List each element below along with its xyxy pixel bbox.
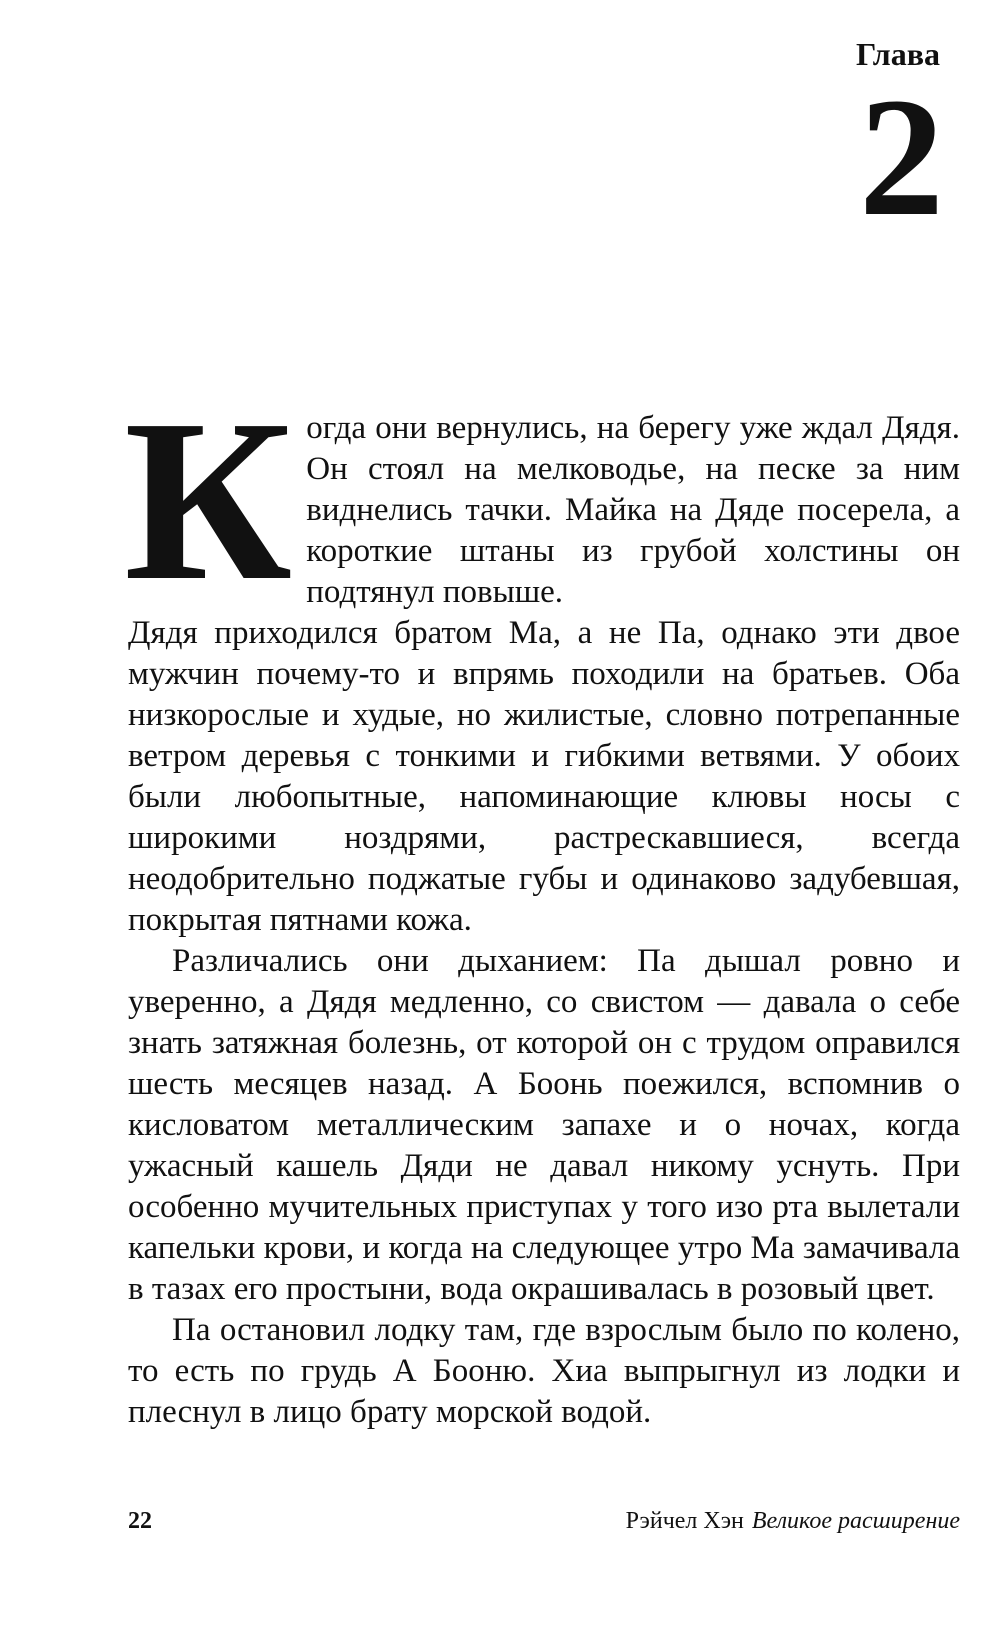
running-head — [626, 1508, 960, 1535]
chapter-text — [124, 372, 960, 1433]
author-name: Рэйчел Хэн — [625, 1508, 744, 1534]
drop-cap: К — [124, 372, 293, 629]
chapter-label: Глава — [856, 36, 940, 72]
book-title: Великое расширение — [751, 1508, 960, 1534]
paragraph-1-text: огда они вернулись, на берегу уже ждал Дядя. Он стоял на мелководье, на песке за ним виднелись тачки. Майка на Дяде посерела, а короткие штаны из грубой холстины он подтянул повыше. — [306, 410, 960, 610]
paragraph-3: Различались они дыханием: Па дышал ровно и уверенно, а Дядя медленно, со свистом — давала о себе знать затяжная болезнь, от которой он с трудом оправился шесть месяцев назад. А Боонь поежился, вспомнив о кисловатом металлическим запахе и о ночах, когда ужасный кашель Дяди не давал никому уснуть. При особенно мучительных приступах у того изо рта вылетали капельки крови, и когда на следующее утро Ма замачивала в тазах его простыни, вода окрашивалась в розовый цвет. — [128, 943, 960, 1307]
chapter-number: 2 — [859, 63, 944, 251]
paragraph-1 — [124, 372, 960, 629]
page-number: 22 — [128, 1508, 152, 1534]
paragraph-2: Дядя приходился братом Ма, а не Па, однако эти двое мужчин почему-то и впрямь походили на братьев. Оба низкорослые и худые, но жилистые, словно потрепанные ветром деревья с тонкими и гибкими ветвями. У обоих были любопытные, напоминающие клювы носы с широкими ноздрями, растрескавшиеся, всегда неодобрительно поджатые губы и одинаково задубевшая, покрытая пятнами кожа. — [128, 615, 960, 938]
paragraph-4: Па остановил лодку там, где взрослым было по колено, то есть по грудь А Бооню. Хиа выпрыгнул из лодки и плеснул в лицо брату морской водой. — [128, 1312, 960, 1430]
